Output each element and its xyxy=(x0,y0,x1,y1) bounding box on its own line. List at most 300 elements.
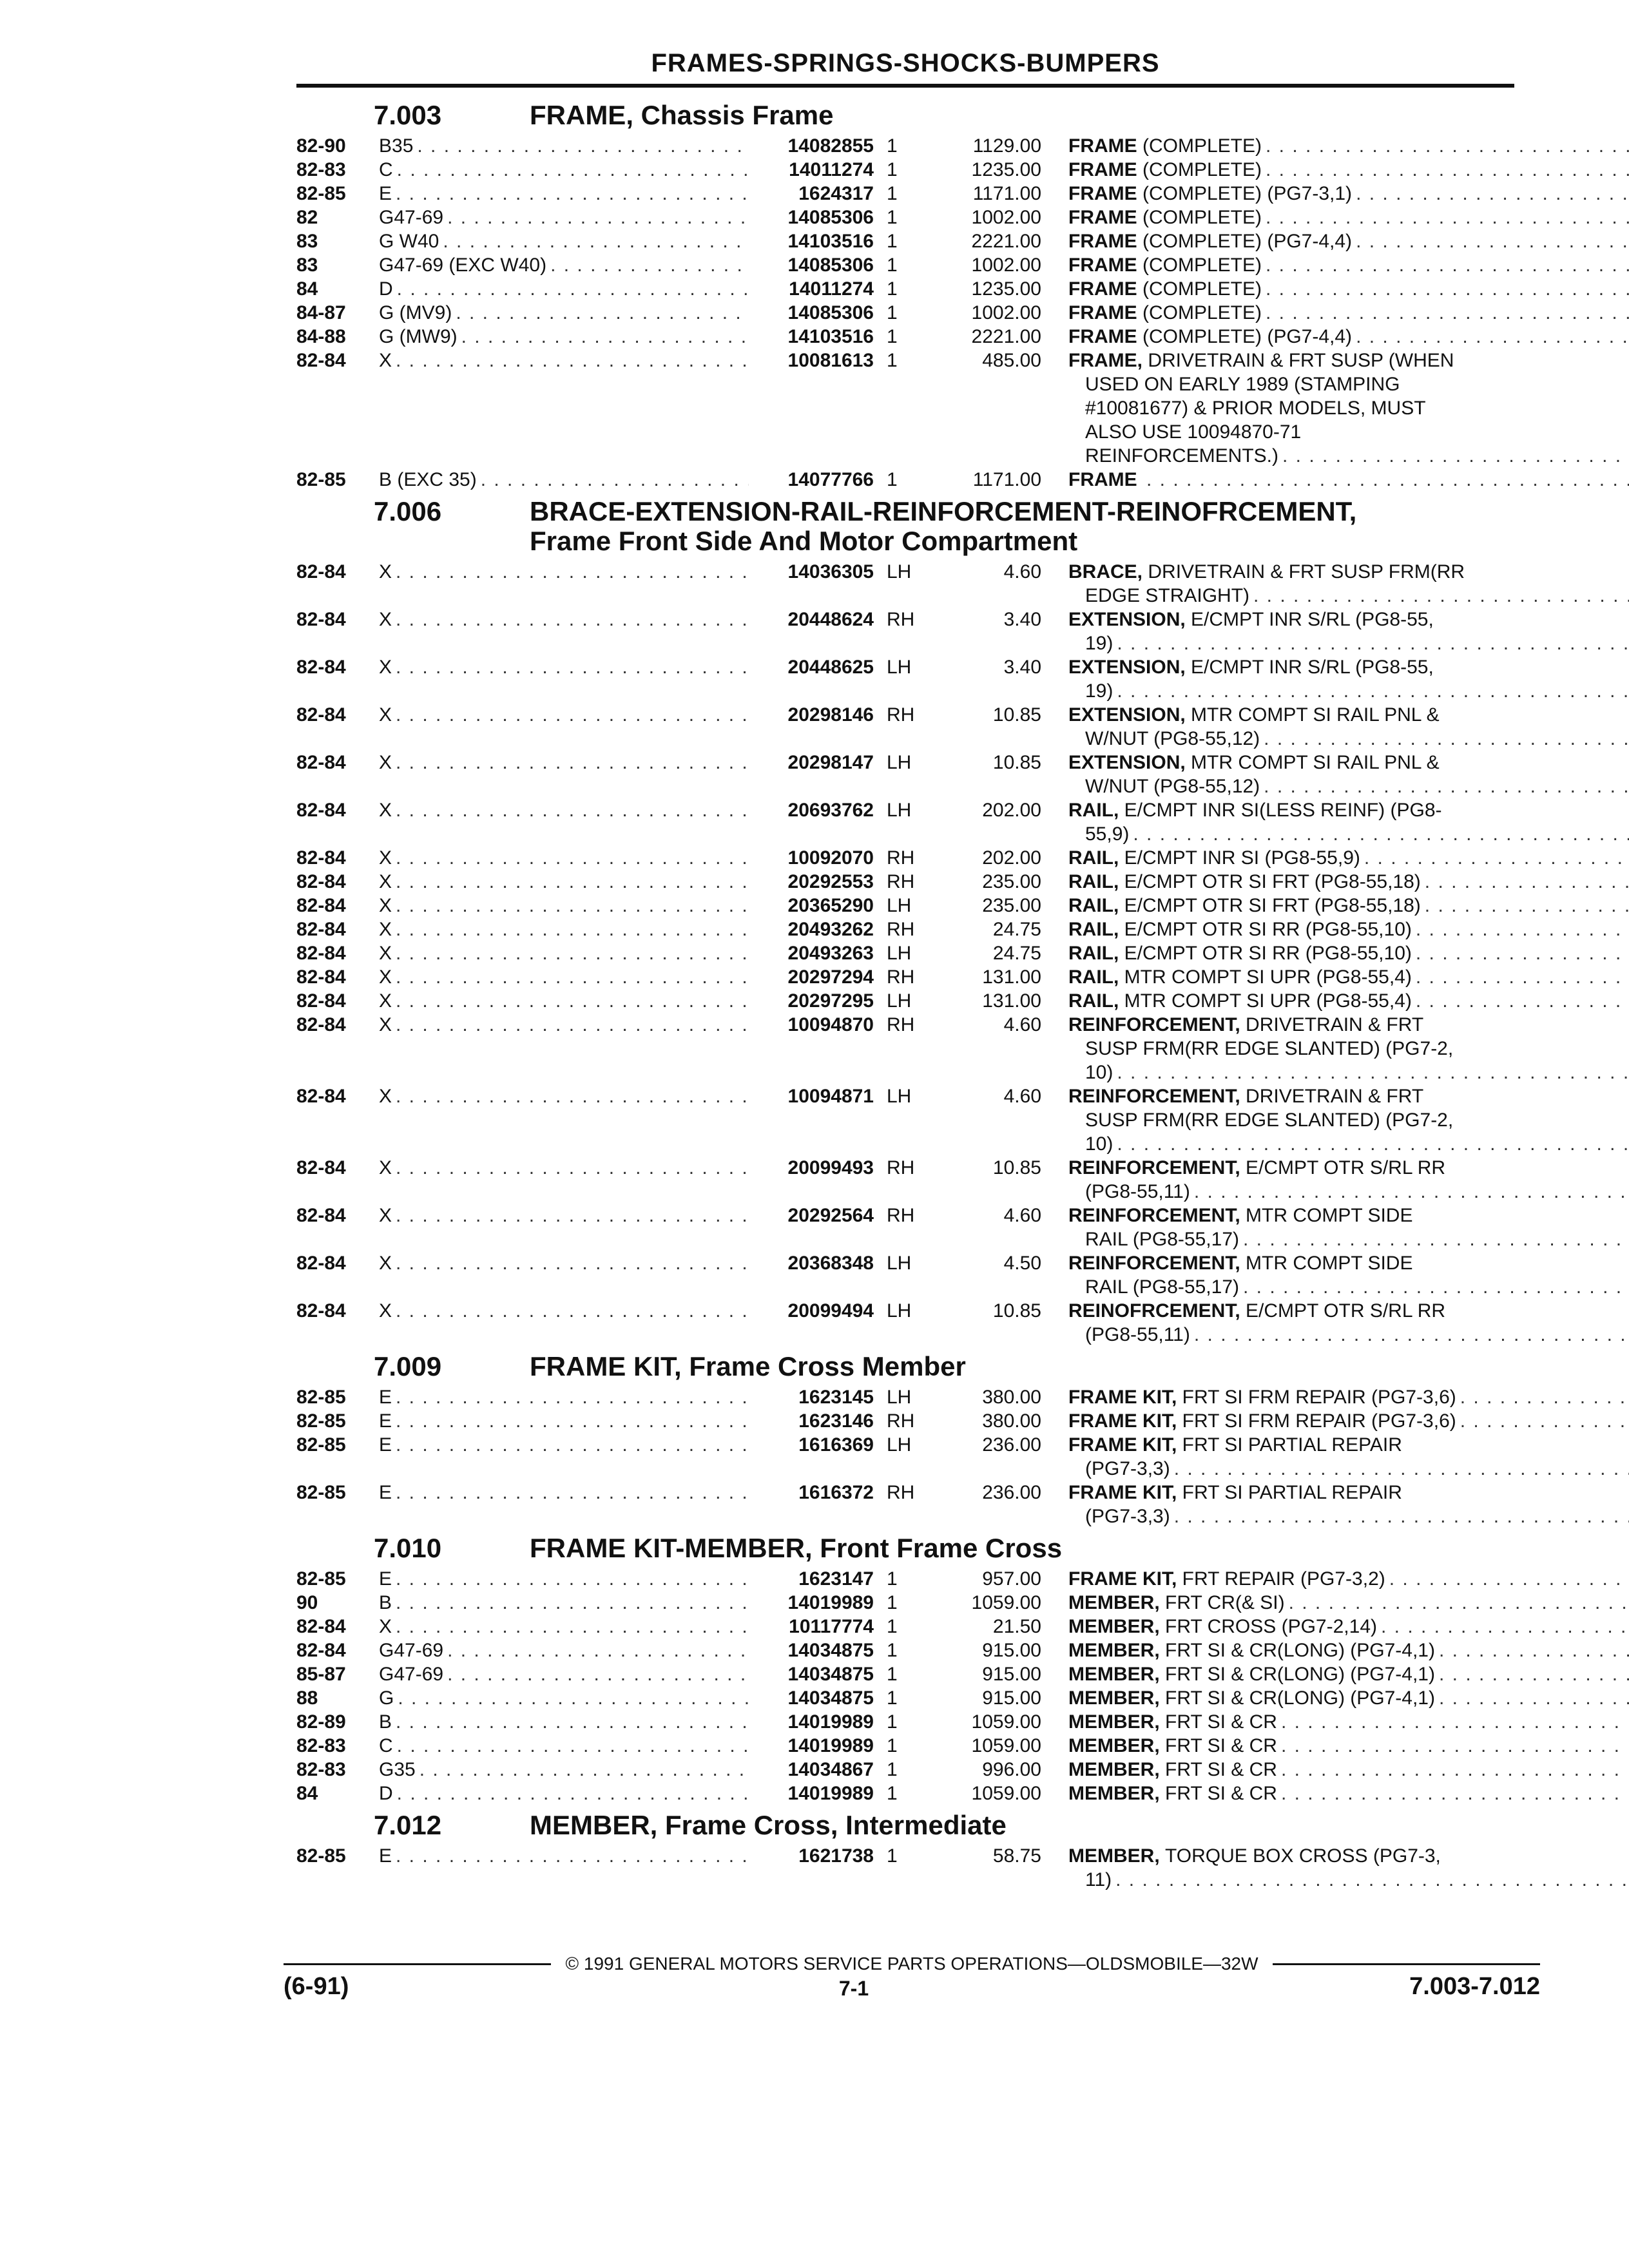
description-text: FRT SI FRM REPAIR (PG7-3,6) xyxy=(1182,1387,1456,1408)
price: 380.00 xyxy=(982,1387,1041,1408)
quantity: 1 xyxy=(887,350,898,371)
quantity: 1 xyxy=(887,255,898,276)
description-text: (PG7-3,3) xyxy=(1085,1506,1170,1527)
part-row xyxy=(296,1409,1514,1433)
part-row xyxy=(296,229,1514,253)
space xyxy=(1119,941,1124,965)
part-name: MEMBER, xyxy=(1068,1735,1160,1756)
part-description xyxy=(1068,1481,1629,1528)
leader-dots xyxy=(447,1639,749,1662)
price: 21.50 xyxy=(992,1616,1041,1637)
footer-section-range: 7.003-7.012 xyxy=(1409,1973,1540,2000)
leader-dots xyxy=(447,206,749,229)
space xyxy=(1186,703,1191,727)
description-text: MTR COMPT SI RAIL PNL & xyxy=(1191,704,1440,726)
description-text: DRIVETRAIN & FRT SUSP (WHEN xyxy=(1148,350,1454,371)
section-title-block xyxy=(530,1811,1514,1840)
part-number: 20292553 xyxy=(787,871,874,892)
section-heading xyxy=(296,1533,1514,1563)
price: 4.60 xyxy=(1003,1086,1041,1107)
part-name: RAIL, xyxy=(1068,943,1119,964)
model-years: 82-84 xyxy=(296,1086,346,1107)
model-code: E xyxy=(379,1434,392,1456)
leader-dots xyxy=(1356,229,1629,253)
model-years: 84-88 xyxy=(296,326,346,347)
section-heading xyxy=(296,101,1514,130)
price: 380.00 xyxy=(982,1410,1041,1432)
quantity: 1 xyxy=(887,1845,898,1867)
description-line xyxy=(1068,1782,1629,1805)
part-number: 14085306 xyxy=(787,255,874,276)
leader-dots xyxy=(1416,941,1629,965)
model-years: 82-84 xyxy=(296,1640,346,1661)
description-text: MTR COMPT SI RAIL PNL & xyxy=(1191,752,1440,773)
description-text: (PG8-55,11) xyxy=(1085,1324,1190,1345)
model-years: 82-84 xyxy=(296,800,346,821)
quantity: 1 xyxy=(887,1687,898,1709)
model-years: 82-85 xyxy=(296,1482,346,1503)
model-code: G47-69 (EXC W40) xyxy=(379,255,547,276)
description-line xyxy=(1068,1299,1629,1323)
part-row xyxy=(296,1156,1514,1204)
description-text: FRT SI & CR(LONG) (PG7-4,1) xyxy=(1165,1640,1435,1661)
description-text: FRT SI PARTIAL REPAIR xyxy=(1182,1482,1402,1503)
leader-dots xyxy=(396,1567,749,1591)
description-line xyxy=(1068,1662,1629,1686)
space xyxy=(1177,1433,1182,1457)
section-title: MEMBER, Frame Cross, Intermediate xyxy=(530,1810,1007,1840)
leader-dots xyxy=(396,751,749,774)
part-row xyxy=(296,158,1514,182)
part-name: REINFORCEMENT, xyxy=(1068,1014,1240,1035)
leader-dots xyxy=(396,1591,749,1615)
description-line xyxy=(1068,727,1629,751)
part-name: EXTENSION, xyxy=(1068,657,1186,678)
section-number: 7.012 xyxy=(374,1810,442,1840)
model-code: E xyxy=(379,1410,392,1432)
description-line xyxy=(1068,941,1629,965)
part-row xyxy=(296,325,1514,349)
model-code: D xyxy=(379,278,393,300)
part-description xyxy=(1068,941,1629,965)
part-number: 14077766 xyxy=(787,469,874,490)
space xyxy=(1177,1409,1182,1433)
description-line xyxy=(1068,1037,1629,1061)
part-name: MEMBER, xyxy=(1068,1845,1160,1867)
space xyxy=(1240,1013,1246,1037)
model-code: X xyxy=(379,1157,392,1178)
model-code: B35 xyxy=(379,135,414,157)
price: 1059.00 xyxy=(971,1735,1041,1756)
part-row xyxy=(296,1615,1514,1639)
model-cell xyxy=(379,1591,753,1615)
part-description xyxy=(1068,1662,1629,1686)
leader-dots xyxy=(1194,1180,1629,1204)
description-text: (PG8-55,11) xyxy=(1085,1181,1190,1202)
description-line xyxy=(1068,277,1629,301)
part-description xyxy=(1068,1385,1629,1409)
part-name: REINOFRCEMENT, xyxy=(1068,1300,1240,1321)
part-description xyxy=(1068,560,1629,608)
description-line xyxy=(1068,774,1629,798)
part-row xyxy=(296,1204,1514,1251)
leader-dots xyxy=(1266,158,1629,182)
price: 235.00 xyxy=(982,871,1041,892)
model-code: G35 xyxy=(379,1759,416,1780)
part-description xyxy=(1068,846,1629,870)
leader-dots xyxy=(396,1409,749,1433)
price: 236.00 xyxy=(982,1482,1041,1503)
leader-dots xyxy=(1289,1591,1629,1615)
description-line xyxy=(1068,751,1629,774)
space xyxy=(1160,1710,1165,1734)
part-name: RAIL, xyxy=(1068,966,1119,988)
model-code: E xyxy=(379,1387,392,1408)
space xyxy=(1186,608,1191,631)
space xyxy=(1137,229,1142,253)
part-name: FRAME xyxy=(1068,183,1137,204)
part-row xyxy=(296,918,1514,941)
part-description xyxy=(1068,1299,1629,1347)
part-description xyxy=(1068,301,1629,325)
model-code: X xyxy=(379,943,392,964)
model-years: 82-84 xyxy=(296,990,346,1012)
model-code: X xyxy=(379,609,392,630)
leader-dots xyxy=(396,989,749,1013)
part-number: 14011274 xyxy=(789,159,874,180)
part-number: 20368348 xyxy=(787,1253,874,1274)
part-row xyxy=(296,1013,1514,1084)
model-cell xyxy=(379,1782,753,1805)
section-title-block xyxy=(530,497,1514,556)
part-row xyxy=(296,1686,1514,1710)
description-text: (COMPLETE) xyxy=(1142,159,1262,180)
leader-dots xyxy=(1282,444,1629,468)
part-name: RAIL, xyxy=(1068,847,1119,869)
part-description xyxy=(1068,894,1629,918)
description-text: E/CMPT OTR S/RL RR xyxy=(1246,1157,1446,1178)
part-row xyxy=(296,846,1514,870)
model-cell xyxy=(379,608,753,631)
price: 4.60 xyxy=(1003,1205,1041,1226)
description-text: MTR COMPT SIDE xyxy=(1246,1205,1413,1226)
space xyxy=(1160,1782,1165,1805)
part-name: REINFORCEMENT, xyxy=(1068,1253,1240,1274)
space xyxy=(1177,1481,1182,1504)
model-cell xyxy=(379,134,753,158)
price: 2221.00 xyxy=(971,326,1041,347)
part-row xyxy=(296,1662,1514,1686)
part-description xyxy=(1068,655,1629,703)
part-number: 20693762 xyxy=(787,800,874,821)
model-years: 83 xyxy=(296,255,318,276)
description-text: FRT SI FRM REPAIR (PG7-3,6) xyxy=(1182,1410,1456,1432)
part-row xyxy=(296,1251,1514,1299)
description-text: FRT SI PARTIAL REPAIR xyxy=(1182,1434,1402,1456)
description-line xyxy=(1068,134,1629,158)
part-description xyxy=(1068,229,1629,253)
description-line xyxy=(1068,894,1629,918)
description-line xyxy=(1068,1227,1629,1251)
description-text: FRT SI & CR xyxy=(1165,1783,1277,1804)
model-code: X xyxy=(379,704,392,726)
part-number: 1623146 xyxy=(798,1410,874,1432)
leader-dots xyxy=(1266,277,1629,301)
description-line xyxy=(1068,631,1629,655)
footer-date: (6-91) xyxy=(284,1973,349,2000)
price: 10.85 xyxy=(992,1300,1041,1321)
description-line xyxy=(1068,703,1629,727)
part-number: 1623145 xyxy=(798,1387,874,1408)
quantity: 1 xyxy=(887,207,898,228)
description-line xyxy=(1068,1615,1629,1639)
quantity: LH xyxy=(887,800,912,821)
leader-dots xyxy=(1253,584,1629,608)
description-line xyxy=(1068,1481,1629,1504)
leader-dots xyxy=(1146,468,1629,492)
price: 1171.00 xyxy=(972,183,1041,204)
description-text: (COMPLETE) xyxy=(1142,278,1262,300)
quantity: RH xyxy=(887,704,915,726)
part-description xyxy=(1068,1409,1629,1433)
space xyxy=(1119,870,1124,894)
quantity: LH xyxy=(887,1434,912,1456)
model-years: 82-84 xyxy=(296,871,346,892)
section-number: 7.009 xyxy=(374,1351,442,1381)
description-text: MTR COMPT SIDE xyxy=(1246,1253,1413,1274)
part-row xyxy=(296,1084,1514,1156)
price: 4.50 xyxy=(1003,1253,1041,1274)
part-description xyxy=(1068,277,1629,301)
part-row xyxy=(296,468,1514,492)
quantity: LH xyxy=(887,1253,912,1274)
footer-copyright: © 1991 GENERAL MOTORS SERVICE PARTS OPERATIONS—OLDSMOBILE—32W xyxy=(565,1954,1258,1974)
part-number: 14034875 xyxy=(787,1664,874,1685)
part-description xyxy=(1068,182,1629,206)
model-code: X xyxy=(379,1205,392,1226)
description-text: USED ON EARLY 1989 (STAMPING xyxy=(1085,374,1400,395)
price: 58.75 xyxy=(992,1845,1041,1867)
model-code: X xyxy=(379,1616,392,1637)
space xyxy=(1240,1251,1246,1275)
part-row xyxy=(296,608,1514,655)
description-text: MTR COMPT SI UPR (PG8-55,4) xyxy=(1124,966,1412,988)
model-years: 82-84 xyxy=(296,943,346,964)
part-row xyxy=(296,1639,1514,1662)
price: 915.00 xyxy=(982,1664,1041,1685)
model-code: X xyxy=(379,919,392,940)
description-line xyxy=(1068,1844,1629,1868)
description-text: FRT SI & CR xyxy=(1165,1759,1277,1780)
leader-dots xyxy=(396,918,749,941)
part-number: 20099494 xyxy=(787,1300,874,1321)
leader-dots xyxy=(1243,1227,1629,1251)
description-text: EDGE STRAIGHT) xyxy=(1085,585,1250,606)
model-cell xyxy=(379,1204,753,1227)
space xyxy=(1137,253,1142,277)
description-text: TORQUE BOX CROSS (PG7-3, xyxy=(1165,1845,1441,1867)
section-title: FRAME, Chassis Frame xyxy=(530,100,834,130)
space xyxy=(1160,1591,1165,1615)
description-line xyxy=(1068,870,1629,894)
price: 1235.00 xyxy=(971,159,1041,180)
model-code: G47-69 xyxy=(379,1664,444,1685)
leader-dots xyxy=(396,1844,749,1868)
description-line xyxy=(1068,1433,1629,1457)
model-code: G47-69 xyxy=(379,1640,444,1661)
quantity: LH xyxy=(887,990,912,1012)
description-line xyxy=(1068,1567,1629,1591)
description-line xyxy=(1068,822,1629,846)
part-name: MEMBER, xyxy=(1068,1711,1160,1733)
leader-dots xyxy=(1266,206,1629,229)
model-cell xyxy=(379,846,753,870)
description-text: #10081677) & PRIOR MODELS, MUST xyxy=(1085,398,1426,419)
model-years: 82-83 xyxy=(296,1759,346,1780)
part-description xyxy=(1068,1710,1629,1734)
description-text: 11) xyxy=(1085,1869,1112,1890)
page-title: FRAMES-SPRINGS-SHOCKS-BUMPERS xyxy=(651,49,1160,77)
part-row xyxy=(296,1567,1514,1591)
part-description xyxy=(1068,1758,1629,1782)
part-name: EXTENSION, xyxy=(1068,752,1186,773)
price: 2221.00 xyxy=(971,231,1041,252)
description-text: MTR COMPT SI UPR (PG8-55,4) xyxy=(1124,990,1412,1012)
space xyxy=(1137,301,1142,325)
model-code: X xyxy=(379,895,392,916)
model-years: 82-85 xyxy=(296,1434,346,1456)
space xyxy=(1160,1662,1165,1686)
leader-dots xyxy=(1194,1323,1629,1347)
part-description xyxy=(1068,918,1629,941)
description-text: E/CMPT INR SI (PG8-55,9) xyxy=(1124,847,1360,869)
part-description xyxy=(1068,1156,1629,1204)
model-cell xyxy=(379,229,753,253)
model-years: 82-89 xyxy=(296,1711,346,1733)
part-name: MEMBER, xyxy=(1068,1759,1160,1780)
description-text: E/CMPT OTR S/RL RR xyxy=(1246,1300,1446,1321)
price: 202.00 xyxy=(982,847,1041,869)
description-text: E/CMPT OTR SI RR (PG8-55,10) xyxy=(1124,943,1412,964)
part-name: FRAME xyxy=(1068,159,1137,180)
description-line xyxy=(1068,301,1629,325)
space xyxy=(1137,134,1142,158)
leader-dots xyxy=(396,1013,749,1037)
price: 1171.00 xyxy=(972,469,1041,490)
part-description xyxy=(1068,703,1629,751)
part-row xyxy=(296,965,1514,989)
part-number: 14034875 xyxy=(787,1687,874,1709)
model-years: 82-90 xyxy=(296,135,346,157)
model-cell xyxy=(379,1615,753,1639)
price: 996.00 xyxy=(982,1759,1041,1780)
part-description xyxy=(1068,965,1629,989)
model-years: 88 xyxy=(296,1687,318,1709)
model-years: 82-84 xyxy=(296,1205,346,1226)
model-cell xyxy=(379,158,753,182)
leader-dots xyxy=(1117,631,1629,655)
description-text: FRT SI & CR(LONG) (PG7-4,1) xyxy=(1165,1664,1435,1685)
model-code: B xyxy=(379,1711,392,1733)
leader-dots xyxy=(1389,1567,1629,1591)
quantity: LH xyxy=(887,657,912,678)
model-cell xyxy=(379,349,753,372)
leader-dots xyxy=(1281,1710,1629,1734)
part-description xyxy=(1068,1204,1629,1251)
price: 10.85 xyxy=(992,752,1041,773)
model-cell xyxy=(379,560,753,584)
quantity: 1 xyxy=(887,1711,898,1733)
part-name: RAIL, xyxy=(1068,919,1119,940)
space xyxy=(1137,182,1142,206)
part-number: 14034875 xyxy=(787,1640,874,1661)
part-name: MEMBER, xyxy=(1068,1783,1160,1804)
model-cell xyxy=(379,1409,753,1433)
description-line xyxy=(1068,468,1629,492)
leader-dots xyxy=(1416,918,1629,941)
part-name: FRAME KIT, xyxy=(1068,1387,1177,1408)
description-text: FRT SI & CR xyxy=(1165,1735,1277,1756)
part-number: 14011274 xyxy=(789,278,874,300)
part-row xyxy=(296,1844,1514,1892)
model-code: E xyxy=(379,183,392,204)
part-name: MEMBER, xyxy=(1068,1640,1160,1661)
description-text: SUSP FRM(RR EDGE SLANTED) (PG7-2, xyxy=(1085,1038,1454,1059)
part-number: 1623147 xyxy=(798,1568,874,1590)
model-years: 82-85 xyxy=(296,1410,346,1432)
leader-dots xyxy=(1264,727,1629,751)
space xyxy=(1186,751,1191,774)
price: 4.60 xyxy=(1003,561,1041,582)
description-line xyxy=(1068,1084,1629,1108)
quantity: 1 xyxy=(887,159,898,180)
description-text: ALSO USE 10094870-71 xyxy=(1085,421,1302,443)
model-cell xyxy=(379,1084,753,1108)
part-description xyxy=(1068,798,1629,846)
model-cell xyxy=(379,277,753,301)
part-name: FRAME xyxy=(1068,135,1137,157)
description-text: DRIVETRAIN & FRT xyxy=(1246,1086,1424,1107)
part-description xyxy=(1068,468,1629,492)
leader-dots xyxy=(396,608,749,631)
leader-dots xyxy=(1133,822,1629,846)
quantity: 1 xyxy=(887,1592,898,1613)
model-years: 82-85 xyxy=(296,469,346,490)
quantity: RH xyxy=(887,1410,915,1432)
leader-dots xyxy=(1266,134,1629,158)
description-line xyxy=(1068,1204,1629,1227)
space xyxy=(1240,1299,1246,1323)
description-text: RAIL (PG8-55,17) xyxy=(1085,1276,1239,1298)
space xyxy=(1137,206,1142,229)
space xyxy=(1119,918,1124,941)
model-years: 82-84 xyxy=(296,895,346,916)
description-text: FRT REPAIR (PG7-3,2) xyxy=(1182,1568,1385,1590)
leader-dots xyxy=(397,277,749,301)
part-number: 14036305 xyxy=(787,561,874,582)
quantity: 1 xyxy=(887,1568,898,1590)
description-line xyxy=(1068,420,1629,444)
model-cell xyxy=(379,1385,753,1409)
part-number: 20297294 xyxy=(787,966,874,988)
part-row xyxy=(296,277,1514,301)
price: 235.00 xyxy=(982,895,1041,916)
leader-dots xyxy=(456,301,749,325)
leader-dots xyxy=(1439,1686,1629,1710)
description-line xyxy=(1068,206,1629,229)
leader-dots xyxy=(1356,182,1629,206)
space xyxy=(1119,798,1124,822)
